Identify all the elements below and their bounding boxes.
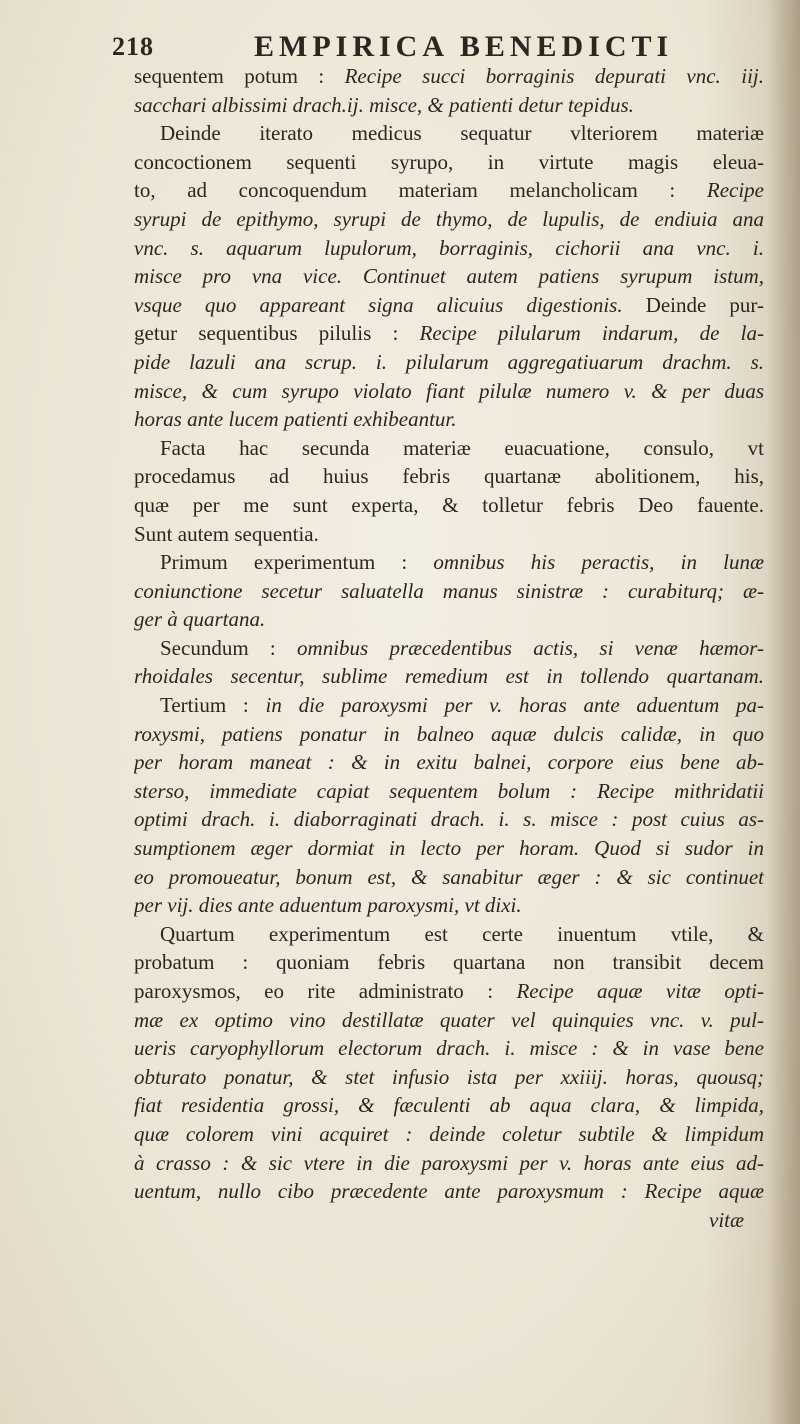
text-line — [134, 1177, 764, 1206]
italic-text-segment: misce, & cum syrupo violato fiant pilulæ numero v. & per duas — [134, 378, 764, 403]
text-line — [134, 777, 764, 806]
italic-text-segment: obturato ponatur, & stet infusio ista per xxiiij. horas, quousq; — [134, 1064, 764, 1089]
italic-text-segment: rhoidales secentur, sublime remedium est in tollendo quartanam. — [134, 664, 764, 689]
roman-text-segment: quæ per me sunt experta, & tolletur febris Deo fauente. — [134, 492, 764, 517]
text-line — [134, 176, 764, 205]
roman-text-segment: Sunt autem sequentia. — [134, 521, 319, 546]
text-line — [134, 91, 764, 120]
roman-text-segment: procedamus ad huius febris quartanæ abolitionem, his, — [134, 464, 764, 489]
italic-text-segment: misce pro vna vice. Continuet autem patiens syrupum istum, — [134, 264, 764, 289]
italic-text-segment: horas ante lucem patienti exhibeantur. — [134, 407, 457, 432]
roman-text-segment: sequentem potum : — [134, 64, 345, 88]
text-line — [134, 62, 764, 91]
italic-text-segment: per horam maneat : & in exitu balnei, corpore eius bene ab- — [134, 750, 764, 775]
text-line — [134, 691, 764, 720]
text-line — [134, 605, 764, 634]
italic-text-segment: quæ colorem vini acquiret : deinde coletur subtile & limpidum — [134, 1121, 764, 1146]
text-line — [134, 491, 764, 520]
text-line — [134, 262, 764, 291]
roman-text-segment: probatum : quoniam febris quartana non transibit decem — [134, 950, 764, 975]
italic-text-segment: sumptionem æger dormiat in lecto per horam. Quod si sudor in — [134, 836, 764, 861]
text-line — [134, 834, 764, 863]
italic-text-segment: optimi drach. i. diaborraginati drach. i. s. misce : post cuius as- — [134, 807, 764, 832]
italic-text-segment: sterso, immediate capiat sequentem bolum : Recipe mithridatii — [134, 778, 764, 803]
roman-text-segment: Deinde iterato medicus sequatur vlteriorem materiæ — [160, 121, 764, 146]
roman-text-segment: Deinde pur- — [645, 292, 764, 317]
italic-text-segment: Recipe succi borraginis depurati vnc. iij. — [344, 64, 764, 88]
text-line — [134, 148, 764, 177]
text-line — [134, 634, 764, 663]
text-line — [134, 319, 764, 348]
text-line — [134, 977, 764, 1006]
text-line — [134, 348, 764, 377]
italic-text-segment: per vij. dies ante aduentum paroxysmi, vt dixi. — [134, 893, 522, 918]
text-line — [134, 119, 764, 148]
italic-text-segment: roxysmi, patiens ponatur in balneo aquæ dulcis calidæ, in quo — [134, 721, 764, 746]
text-line — [134, 891, 764, 920]
roman-text-segment: Secundum : — [160, 635, 298, 660]
text-line — [134, 462, 764, 491]
roman-text-segment: Primum experimentum : — [160, 550, 434, 575]
page-number: 218 — [112, 32, 154, 61]
italic-text-segment: ueris caryophyllorum electorum drach. i. misce : & in vase bene — [134, 1036, 764, 1061]
text-line — [134, 948, 764, 977]
body-text — [134, 62, 764, 1234]
text-line — [134, 1063, 764, 1092]
italic-text-segment: uentum, nullo cibo præcedente ante paroxysmum : Recipe aquæ — [134, 1179, 764, 1204]
catchword: vitæ — [709, 1207, 744, 1232]
text-line — [134, 1006, 764, 1035]
italic-text-segment: pide lazuli ana scrup. i. pilularum aggregatiuarum drachm. s. — [134, 349, 764, 374]
text-line — [134, 748, 764, 777]
italic-text-segment: vsque quo appareant signa alicuius digestionis. — [134, 292, 646, 317]
italic-text-segment: à crasso : & sic vtere in die paroxysmi per v. horas ante eius ad- — [134, 1150, 764, 1175]
italic-text-segment: Recipe aquæ vitæ opti- — [516, 979, 764, 1003]
italic-text-segment: in die paroxysmi per v. horas ante aduentum pa- — [265, 693, 764, 718]
text-line — [134, 548, 764, 577]
text-line — [134, 720, 764, 749]
roman-text-segment: concoctionem sequenti syrupo, in virtute magis eleua- — [134, 149, 764, 174]
text-line — [134, 863, 764, 892]
italic-text-segment: coniunctione secetur saluatella manus sinistræ : curabiturq; æ- — [134, 578, 764, 603]
text-line — [134, 577, 764, 606]
text-line — [134, 434, 764, 463]
roman-text-segment: Facta hac secunda materiæ euacuatione, consulo, vt — [160, 435, 764, 460]
italic-text-segment: mæ ex optimo vino destillatæ quater vel quinquies vnc. v. pul- — [134, 1007, 764, 1032]
italic-text-segment: omnibus his peractis, in lunæ — [433, 550, 764, 575]
text-line — [134, 805, 764, 834]
text-line — [134, 377, 764, 406]
text-line — [134, 205, 764, 234]
roman-text-segment: Tertium : — [160, 693, 266, 718]
italic-text-segment: ger à quartana. — [134, 607, 266, 632]
text-line — [134, 234, 764, 263]
italic-text-segment: Recipe pilularum indarum, de la- — [419, 321, 764, 346]
text-line — [134, 405, 764, 434]
roman-text-segment: Quartum experimentum est certe inuentum vtile, & — [160, 921, 764, 946]
italic-text-segment: sacchari albissimi drach.ij. misce, & patienti detur tepidus. — [134, 92, 634, 117]
text-line — [134, 1091, 764, 1120]
running-head: EMPIRICA BENEDICTI — [254, 30, 674, 63]
italic-text-segment: syrupi de epithymo, syrupi de thymo, de lupulis, de endiuia ana — [134, 206, 764, 231]
italic-text-segment: Recipe — [706, 178, 764, 203]
italic-text-segment: eo promoueatur, bonum est, & sanabitur æger : & sic continuet — [134, 864, 764, 889]
italic-text-segment: fiat residentia grossi, & fæculenti ab aqua clara, & limpida, — [134, 1093, 764, 1118]
text-line — [134, 1034, 764, 1063]
page-fold-shadow — [766, 0, 800, 1424]
text-line — [134, 920, 764, 949]
text-line — [134, 1149, 764, 1178]
italic-text-segment: omnibus præcedentibus actis, si venæ hæmor- — [297, 635, 764, 660]
text-line — [134, 291, 764, 320]
roman-text-segment: paroxysmos, eo rite administrato : — [134, 979, 517, 1003]
text-line — [134, 520, 764, 549]
text-line — [134, 662, 764, 691]
text-line — [134, 1120, 764, 1149]
page-header — [112, 30, 752, 66]
italic-text-segment: vnc. s. aquarum lupulorum, borraginis, cichorii ana vnc. i. — [134, 235, 764, 260]
roman-text-segment: to, ad concoquendum materiam melancholicam : — [134, 178, 707, 203]
roman-text-segment: getur sequentibus pilulis : — [134, 321, 420, 346]
